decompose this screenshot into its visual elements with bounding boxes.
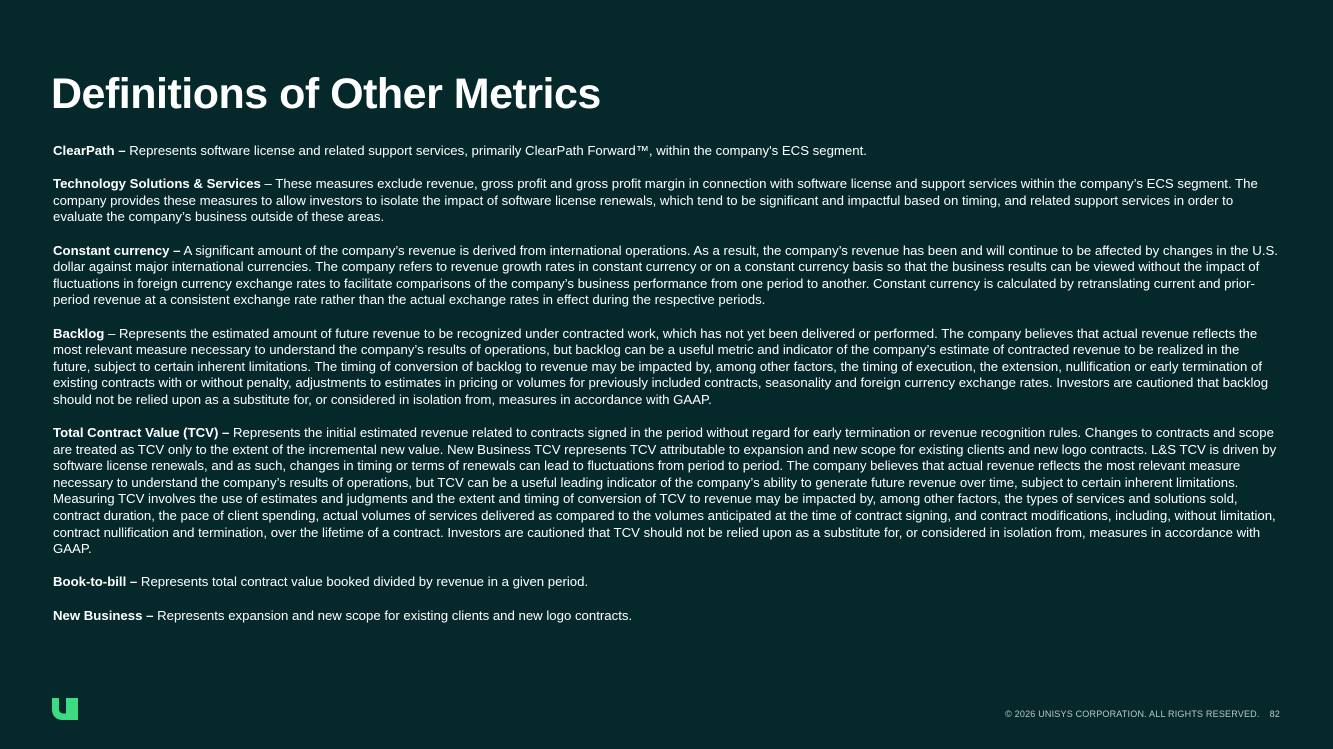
definition-clearpath bbox=[53, 143, 1280, 160]
logo-shape bbox=[52, 698, 78, 720]
definition-text: – Represents the estimated amount of future revenue to be recognized under contracted work, which has not yet been delivered or performed. The company believes that actual revenue reflects the most relevant measure necessary to understand the company’s results of operations, but backlog can be a useful metric and indicator of the company’s estimate of contracted revenue to be realized in the future, subject to certain inherent limitations. The timing of conversion of backlog to revenue may be impacted by, among other factors, the timing of execution, the extension, nullification or early termination of existing contracts with or without penalty, adjustments to estimates in pricing or volumes for previously included contracts, seasonality and foreign currency exchange rates. Investors are cautioned that backlog should not be relied upon as a substitute for, or considered in isolation from, measures in accordance with GAAP. bbox=[53, 325, 1269, 407]
unisys-logo-icon bbox=[52, 698, 78, 720]
definition-term: ClearPath – bbox=[53, 143, 126, 158]
definition-term: Constant currency – bbox=[53, 242, 181, 258]
copyright-text: © 2026 UNISYS CORPORATION. ALL RIGHTS RESERVED. bbox=[1005, 709, 1260, 719]
definition-text: Represents total contract value booked divided by revenue in a given period. bbox=[137, 574, 589, 590]
definition-text: Represents expansion and new scope for existing clients and new logo contracts. bbox=[153, 607, 633, 623]
definition-term: Technology Solutions & Services bbox=[53, 176, 261, 192]
definition-term: New Business – bbox=[53, 607, 154, 623]
page-number: 82 bbox=[1269, 709, 1280, 719]
definition-text: A significant amount of the company’s revenue is derived from international operations. As a result, the company’s revenue has been and will continue to be affected by changes in the U.S. dollar against major international currencies. The company refers to revenue growth rates in constant currency or on a constant currency basis so that the business results can be viewed without the impact of fluctuations in foreign currency exchange rates to facilitate comparisons of the company’s business performance from one period to another. Constant currency is calculated by retranslating current and prior-period revenue at a consistent exchange rate rather than the actual exchange rates in effect during the respective periods. bbox=[53, 242, 1278, 308]
definition-text: Represents the initial estimated revenue related to contracts signed in the period without regard for early termination or revenue recognition rules. Changes to contracts and scope are treated as TCV only to the extent of the incremental new value. New Business TCV represents TCV attributable to expansion and new scope for existing clients and new logo contracts. L&S TCV is driven by software license renewals, and as such, changes in timing or terms of renewals can lead to fluctuations from period to period. The company believes that actual revenue reflects the most relevant measure necessary to understand the company’s results of operations, but TCV can be a useful leading indicator of the company’s ability to generate future revenue over time, subject to certain inherent limitations. Measuring TCV involves the use of estimates and judgments and the extent and timing of conversion of TCV to revenue may be impacted by, among other factors, the types of services and solutions sold, contract duration, the pace of client spending, actual volumes of services delivered as compared to the volumes anticipated at the time of contract signing, and contract modifications, including, without limitation, contract nullification and termination, over the lifetime of a contract. Investors are cautioned that TCV should not be relied upon as a substitute for, or considered in isolation from, measures in accordance with GAAP. bbox=[53, 425, 1277, 557]
definition-backlog bbox=[53, 326, 1280, 409]
definition-new-business bbox=[53, 608, 1280, 625]
footer bbox=[1005, 709, 1280, 719]
definition-text: Represents software license and related support services, primarily ClearPath Forward™, within the company's ECS segment. bbox=[125, 143, 867, 158]
definitions-list bbox=[53, 143, 1280, 641]
definition-total-contract-value bbox=[53, 425, 1280, 558]
definition-text: – These measures exclude revenue, gross profit and gross profit margin in connection with software license and support services within the company’s ECS segment. The company provides these measures to allow investors to isolate the impact of software license renewals, which tend to be significant and impactful based on timing, and related support services in order to evaluate the company’s business outside of these areas. bbox=[53, 176, 1258, 225]
definition-technology-solutions-services bbox=[53, 176, 1280, 226]
page-title: Definitions of Other Metrics bbox=[51, 70, 601, 118]
definition-term: Total Contract Value (TCV) – bbox=[53, 425, 230, 441]
definition-constant-currency bbox=[53, 243, 1280, 309]
definition-term: Backlog bbox=[53, 325, 105, 341]
definition-term: Book-to-bill – bbox=[53, 574, 138, 590]
definition-book-to-bill bbox=[53, 574, 1280, 591]
